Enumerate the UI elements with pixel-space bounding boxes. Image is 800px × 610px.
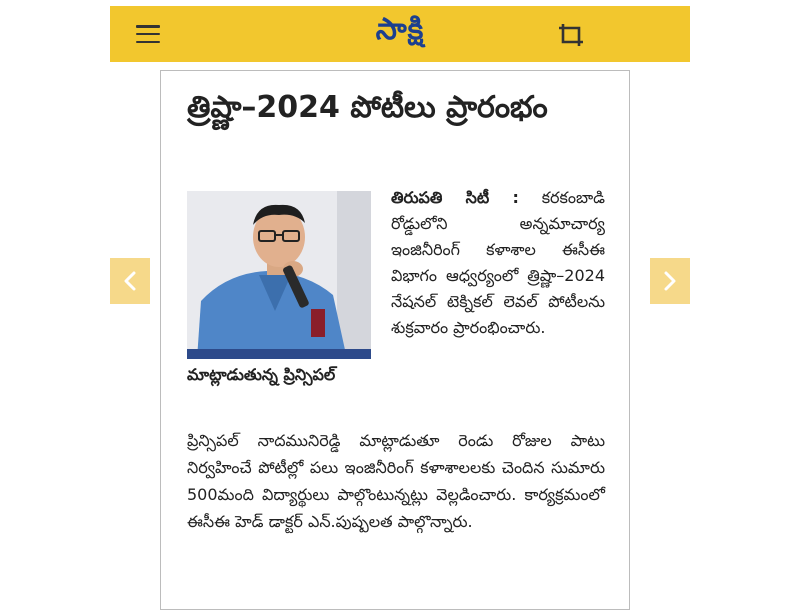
photo-caption: మాట్లాడుతున్న ప్రిన్సిపల్ [187,365,336,384]
chevron-left-icon [120,269,140,293]
previous-page-button[interactable] [110,258,150,304]
next-page-button[interactable] [650,258,690,304]
article-headline: త్రిష్ణా–2024 పోటీలు ప్రారంభం [187,90,548,125]
article-lead-paragraph [391,185,605,341]
principal-speaking-photo [187,191,371,359]
crop-icon[interactable] [556,21,588,49]
top-bar [110,6,690,62]
hamburger-menu-icon[interactable] [136,25,160,43]
article-lead-text: కరకంబాడి రోడ్డులోని అన్నమాచార్య ఇంజినీరింగ్‌ కళాశాల ఈసీఈ విభాగం ఆధ్వర్యంలో త్రిష్ణా–2024 నేషనల్‌ టెక్నికల్‌ లెవల్‌ పోటీలను శుక్రవారం ప్రారంభించారు. [391,188,605,337]
news-article-clipping [160,70,630,610]
chevron-right-icon [660,269,680,293]
article-dateline: తిరుపతి సిటీ : [391,188,519,207]
article-body-paragraph: ప్రిన్సిపల్‌ నాదమునిరెడ్డి మాట్లాడుతూ రెండు రోజుల పాటు నిర్వహించే పోటీల్లో పలు ఇంజినీరింగ్‌ కళాశాలలకు చెందిన సుమారు 500మంది విద్యార్థులు పాల్గొంటున్నట్లు వెల్లడించారు. కార్యక్రమంలో ఈసీఈ హెడ్‌ డాక్టర్‌ ఎన్‌.పుష్పలత పాల్గొన్నారు. [187,431,605,531]
sakshi-logo[interactable]: సాక్షి [375,12,425,47]
